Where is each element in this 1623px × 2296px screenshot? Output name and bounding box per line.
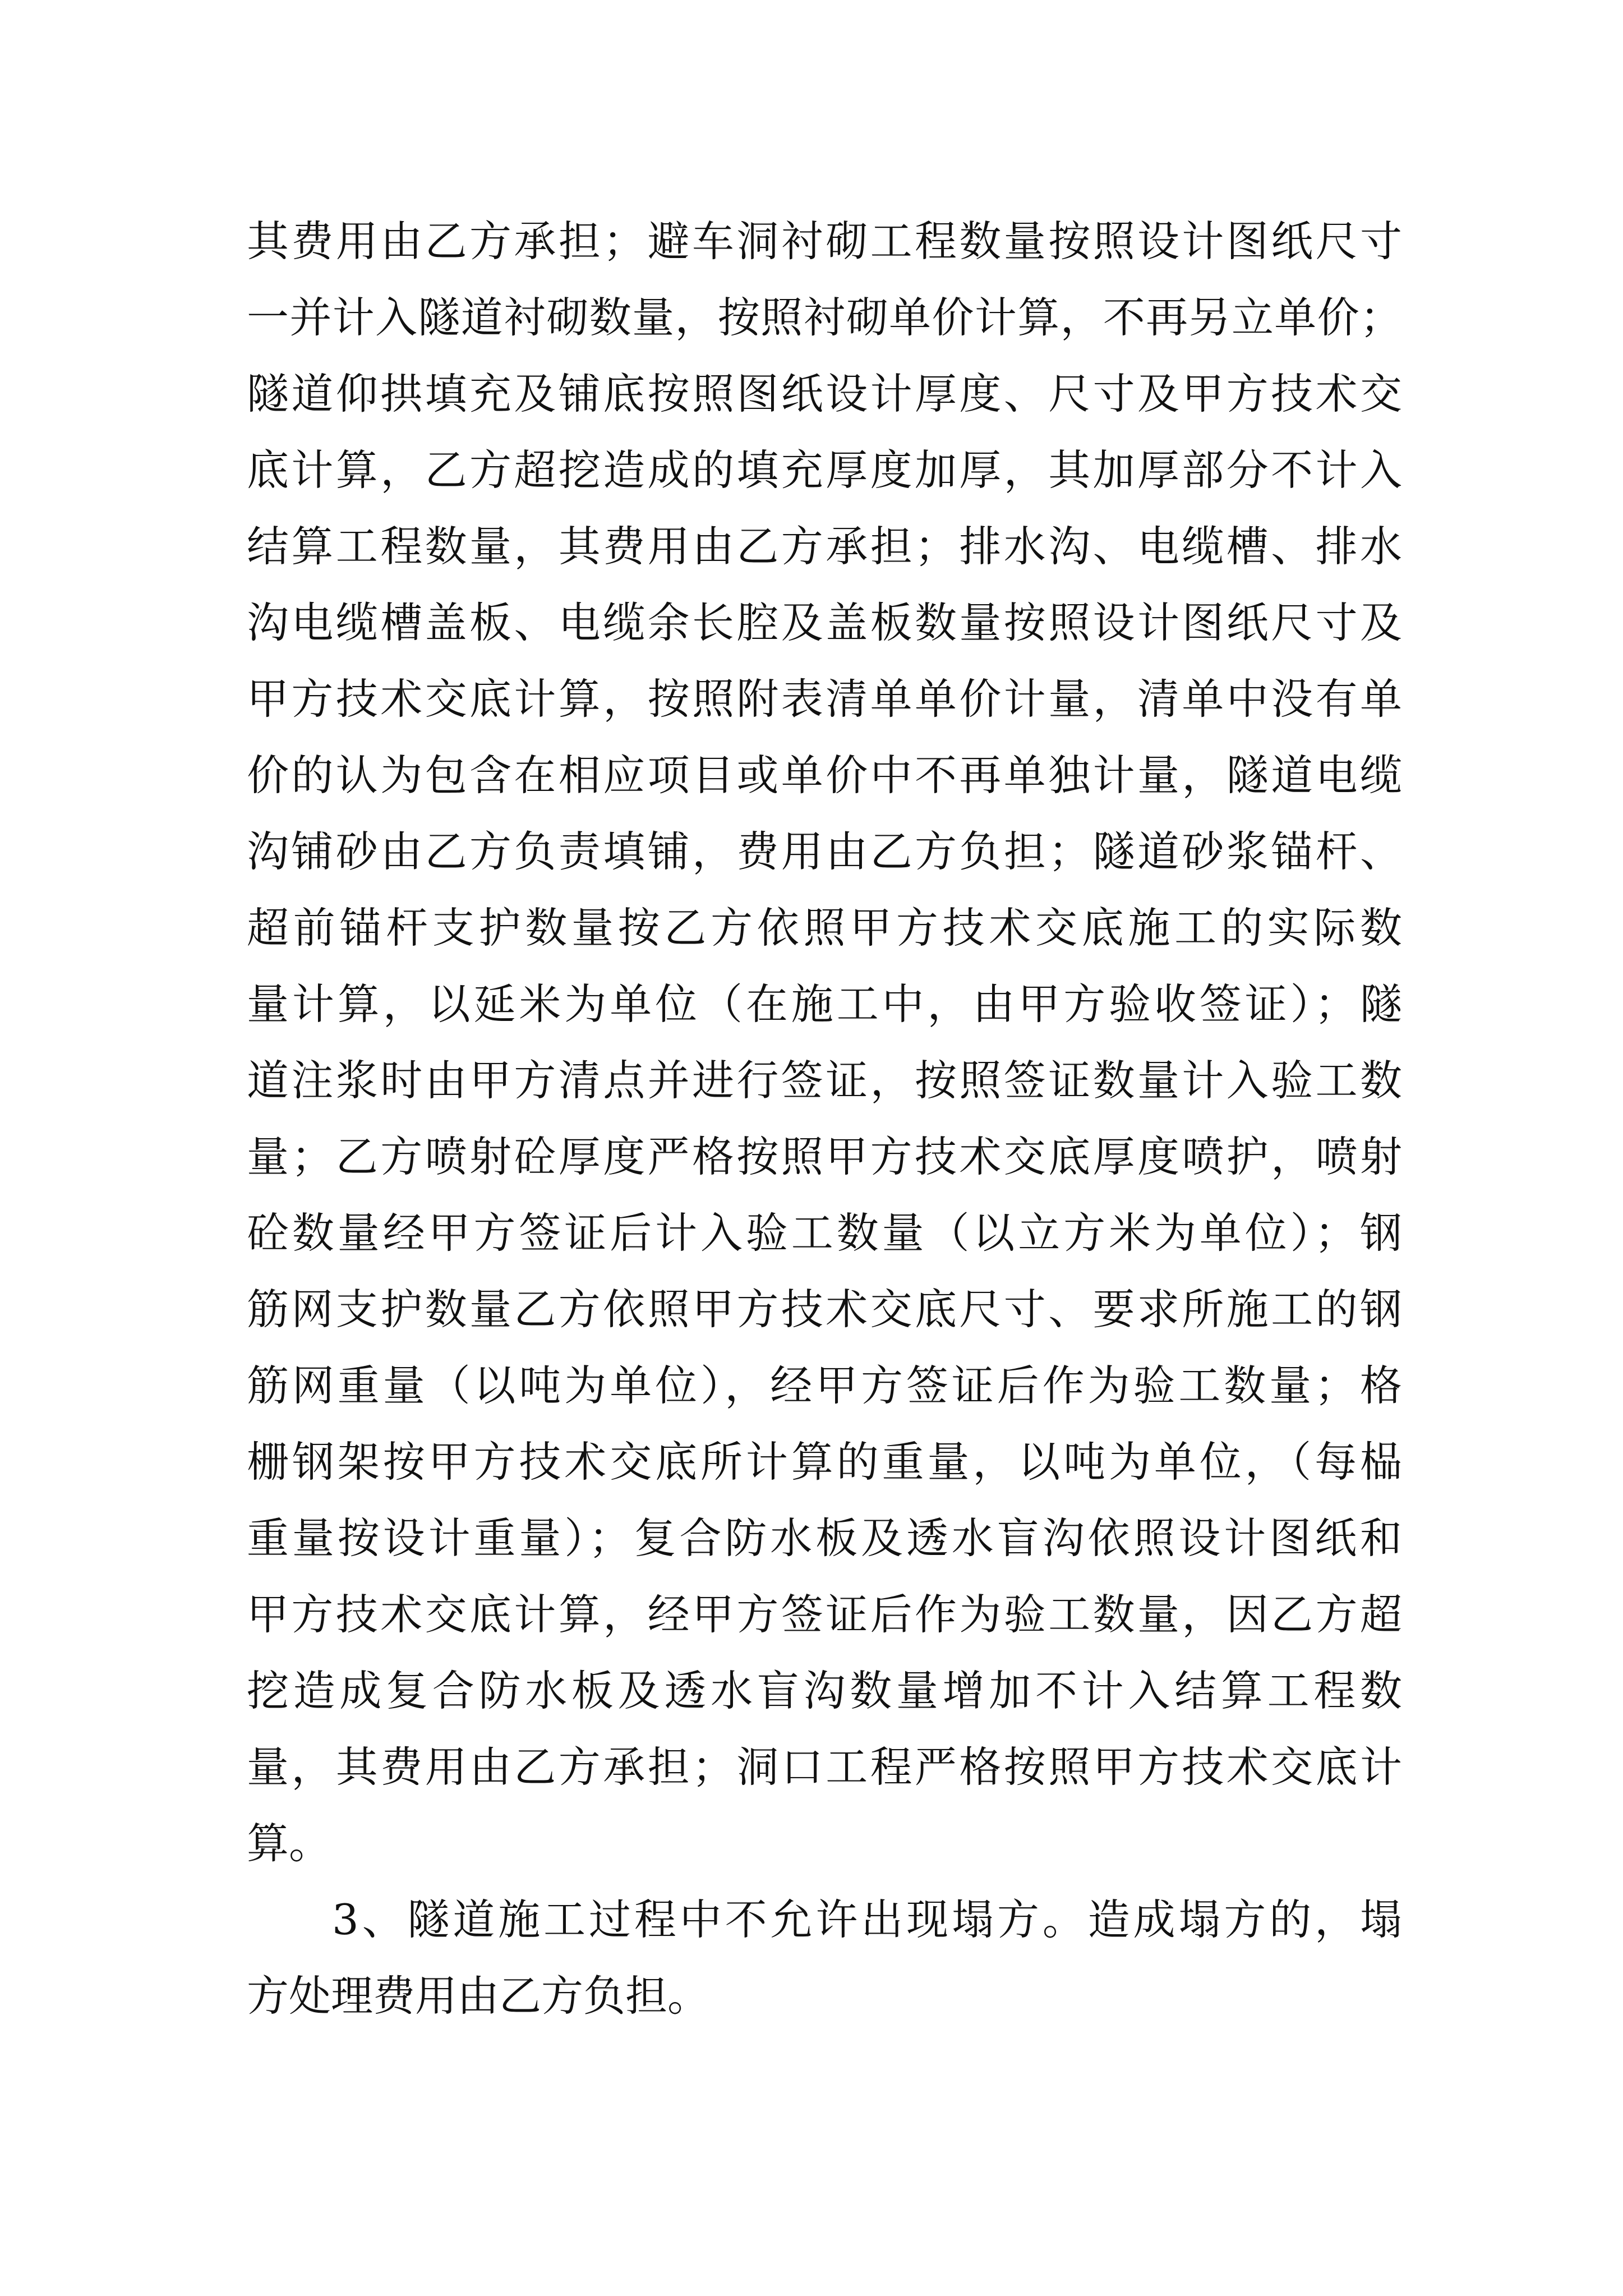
paragraph-line: 结算工程数量，其费用由乙方承担；排水沟、电缆槽、排水 [247, 522, 1402, 571]
paragraph-line: 方处理费用由乙方负担。 [247, 1971, 710, 2021]
paragraph-line: 其费用由乙方承担；避车洞衬砌工程数量按照设计图纸尺寸 [247, 217, 1402, 266]
paragraph-line: 重量按设计重量）；复合防水板及透水盲沟依照设计图纸和 [247, 1513, 1402, 1563]
paragraph-line: 量，其费用由乙方承担；洞口工程严格按照甲方技术交底计 [247, 1742, 1402, 1792]
paragraph-line: 3、隧道施工过程中不允许出现塌方。造成塌方的，塌 [332, 1895, 1402, 1944]
paragraph-line: 量；乙方喷射砼厚度严格按照甲方技术交底厚度喷护，喷射 [247, 1132, 1402, 1181]
paragraph-line: 栅钢架按甲方技术交底所计算的重量，以吨为单位，（每榀 [247, 1437, 1402, 1487]
paragraph-line: 算。 [247, 1819, 331, 1868]
paragraph-line: 挖造成复合防水板及透水盲沟数量增加不计入结算工程数 [247, 1666, 1402, 1715]
paragraph-line: 甲方技术交底计算，经甲方签证后作为验工数量，因乙方超 [247, 1590, 1402, 1639]
paragraph-line: 沟电缆槽盖板、电缆余长腔及盖板数量按照设计图纸尺寸及 [247, 598, 1402, 647]
paragraph-line: 砼数量经甲方签证后计入验工数量（以立方米为单位）；钢 [247, 1208, 1402, 1258]
paragraph-line: 超前锚杆支护数量按乙方依照甲方技术交底施工的实际数 [247, 903, 1402, 953]
paragraph-line: 沟铺砂由乙方负责填铺，费用由乙方负担；隧道砂浆锚杆、 [247, 827, 1402, 876]
paragraph-line: 价的认为包含在相应项目或单价中不再单独计量，隧道电缆 [247, 751, 1402, 800]
paragraph-line: 隧道仰拱填充及铺底按照图纸设计厚度、尺寸及甲方技术交 [247, 369, 1402, 418]
paragraph-line: 底计算，乙方超挖造成的填充厚度加厚，其加厚部分不计入 [247, 445, 1402, 495]
paragraph-line: 量计算，以延米为单位（在施工中，由甲方验收签证）；隧 [247, 979, 1402, 1029]
paragraph-line: 道注浆时由甲方清点并进行签证，按照签证数量计入验工数 [247, 1056, 1402, 1105]
paragraph-line: 筋网重量（以吨为单位），经甲方签证后作为验工数量；格 [247, 1361, 1402, 1410]
paragraph-line: 筋网支护数量乙方依照甲方技术交底尺寸、要求所施工的钢 [247, 1285, 1402, 1334]
paragraph-line: 一并计入隧道衬砌数量，按照衬砌单价计算，不再另立单价； [247, 293, 1402, 342]
paragraph-line: 甲方技术交底计算，按照附表清单单价计量，清单中没有单 [247, 674, 1402, 724]
